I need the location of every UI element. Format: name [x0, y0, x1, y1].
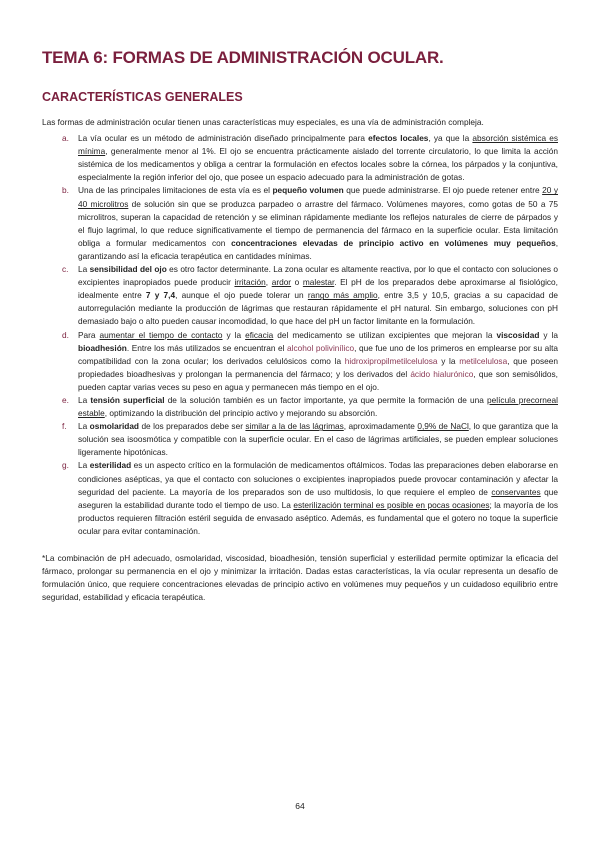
underlined-text: 0,9% de NaCl	[417, 421, 469, 432]
text-run: es un aspecto crítico en la formulación de medicamentos oftálmicos. Todas las preparaciones deben elaborarse en condiciones asépticas, ya que el contacto con soluciones o excipientes inapropiados puede provocar contaminación y afectar la seguridad del paciente. La mayoría de los preparados son de uso multidosis, lo que requiere el empleo de	[78, 460, 558, 497]
underlined-text: conservantes	[491, 486, 541, 497]
highlighted-term: metilcelulosa	[459, 355, 508, 366]
characteristics-list	[42, 132, 558, 538]
list-item	[62, 459, 558, 538]
text-run: ; la mayoría de los productos requieren filtración estéril seguida de envasado aséptico. Además, es fundamental que el gotero no toque la superficie ocular para evitar contaminación.	[78, 499, 558, 536]
underlined-text: absorción sistémica es mínima	[78, 133, 558, 157]
text-run: , generalmente menor al 1%. El ojo se encuentra prácticamente aislado del torrente circulatorio, lo que limita la acción sistémica de los medicamentos y obliga a centrar la formulación en efectos locales sobre la córnea, los párpados y la conjuntiva, especialmente la región inferior del ojo, que posee un espacio adecuado para la administración de gotas.	[78, 146, 558, 183]
text-run: del medicamento se utilizan excipientes que mejoran la	[273, 329, 497, 340]
list-marker: b.	[62, 185, 69, 196]
text-run: , entre 3,5 y 10,5, gracias a su capacidad de autorregulación mediante la producción de lágrimas que restauran rápidamente el pH natural. Sin embargo, soluciones con pH demasiado bajo o alto pueden causar incomodidad, lo que hace del pH un factor limitante en la formulación.	[78, 290, 558, 327]
list-item	[62, 132, 558, 184]
bold-text: viscosidad	[496, 329, 540, 340]
text-run: ,	[265, 277, 272, 288]
bold-text: pequeño volumen	[272, 185, 344, 196]
section-heading: CARACTERÍSTICAS GENERALES	[42, 90, 243, 104]
text-run: La vía ocular es un método de administración diseñado principalmente para	[78, 133, 369, 144]
text-run: , que son semisólidos, pueden captar varias veces su peso en agua y permanecen más tiempo en el ojo.	[78, 368, 558, 392]
list-marker: c.	[62, 264, 69, 275]
underlined-text: 20 y 40 microlitros	[78, 185, 559, 209]
list-item	[62, 329, 559, 394]
text-run: La	[78, 264, 90, 275]
underlined-text: ardor	[271, 277, 292, 288]
bold-text: osmolaridad	[89, 421, 140, 432]
text-run: Para	[78, 329, 100, 340]
text-run: . El pH de los preparados debe aproximarse al fisiológico, idealmente entre	[78, 277, 558, 301]
list-marker: d.	[62, 329, 69, 340]
list-item	[62, 184, 559, 263]
bold-text: sensibilidad del ojo	[89, 264, 167, 275]
underlined-text: película precorneal estable	[78, 394, 558, 419]
highlighted-term: alcohol polivinílico	[287, 342, 355, 353]
list-marker: e.	[62, 394, 69, 405]
bold-text: efectos locales	[368, 133, 429, 144]
underlined-text: similar a la de las lágrimas	[245, 421, 344, 432]
text-run: Una de las principales limitaciones de esta vía es el	[78, 185, 273, 196]
underlined-text: esterilización terminal es posible en pocas ocasiones	[293, 499, 490, 510]
list-marker: f.	[62, 421, 67, 432]
text-run: que puede administrarse. El ojo puede retener entre	[343, 185, 543, 196]
text-run: y la	[437, 355, 460, 366]
underlined-text: eficacia	[245, 329, 274, 340]
list-item	[62, 263, 558, 328]
page-number: 64	[295, 801, 305, 811]
text-run: , que poseen propiedades bioadhesivas y prolongan la permanencia del fármaco; y los derivados del	[78, 355, 558, 379]
text-run: , garantizando así la eficacia terapéutica en cantidades mínimas.	[78, 237, 558, 261]
document-page	[42, 48, 558, 604]
page-title: TEMA 6: FORMAS DE ADMINISTRACIÓN OCULAR.	[42, 48, 444, 67]
bold-text: concentraciones elevadas de principio activo en volúmenes muy pequeños	[231, 237, 556, 248]
bold-text: tensión superficial	[90, 394, 165, 405]
text-run: de la solución también es un factor importante, ya que permite la formación de una	[164, 394, 488, 405]
text-run: y la	[539, 329, 559, 340]
text-run: , aproximadamente	[343, 421, 418, 432]
underlined-text: rango más amplio	[307, 290, 378, 301]
text-run: , aunque el ojo puede tolerar un	[175, 290, 308, 301]
text-run: La	[78, 460, 90, 471]
text-run: o	[291, 277, 303, 288]
text-run: La	[78, 394, 91, 405]
text-run: . Entre los más utilizados se encuentran el	[126, 342, 288, 353]
underlined-text: irritación	[234, 277, 266, 288]
bold-text: 7 y 7,4	[145, 290, 176, 301]
text-run: y la	[222, 329, 246, 340]
text-run: , lo que garantiza que la solución sea isoosmótica y compatible con la superficie ocular. En el caso de lágrimas artificiales, se pueden emplear soluciones ligeramente hipotónicas.	[78, 421, 558, 458]
underlined-text: aumentar el tiempo de contacto	[99, 329, 223, 340]
intro-paragraph: Las formas de administración ocular tienen unas características muy especiales, es una vía de administración compleja.	[42, 117, 484, 127]
summary-note: *La combinación de pH adecuado, osmolaridad, viscosidad, bioadhesión, tensión superficial y esterilidad permite optimizar la eficacia del fármaco, prolongar su permanencia en el ojo y minimizar la irritación. Dadas estas características, la vía ocular representa un desafío de formulación único, que requiere concentraciones elevadas de principio activo en volúmenes muy pequeños y un cuidadoso equilibrio entre seguridad, estabilidad y eficacia terapéutica.	[42, 553, 558, 603]
highlighted-term: hidroxipropilmetilcelulosa	[344, 355, 438, 366]
list-marker: a.	[62, 133, 69, 144]
underlined-text: malestar	[302, 277, 335, 288]
highlighted-term: ácido hialurónico	[410, 368, 474, 379]
text-run: , que fue uno de los primeros en emplearse por su alta compatibilidad con la zona ocular; los derivados celulósicos como la	[78, 342, 558, 366]
bold-text: esterilidad	[89, 460, 132, 471]
text-run: de solución sin que se produzca parpadeo o arrastre del fármaco. Volúmenes mayores, como gotas de 50 a 75 microlitros, superan la capacidad de retención y se eliminan rápidamente mediante los reflejos naturales de cierre de párpados y el flujo lagrimal, lo que reduce significativamente el tiempo de permanencia del fármaco en la superficie ocular. Esta limitación obliga a formular medicamentos con	[78, 198, 558, 248]
text-run: de los preparados debe ser	[139, 421, 246, 432]
list-item	[62, 420, 558, 459]
bold-text: bioadhesión	[78, 342, 127, 353]
text-run: es otro factor determinante. La zona ocular es altamente reactiva, por lo que el contacto con soluciones o excipientes inapropiados puede producir	[78, 264, 558, 288]
list-item	[62, 394, 558, 420]
text-run: , optimizando la distribución del principio activo y mejorando su absorción.	[104, 408, 378, 419]
text-run: , ya que la	[428, 133, 473, 144]
text-run: La	[78, 421, 90, 432]
text-run: que aseguren la estabilidad durante todo el tiempo de uso. La	[78, 486, 558, 510]
list-marker: g.	[62, 460, 69, 471]
